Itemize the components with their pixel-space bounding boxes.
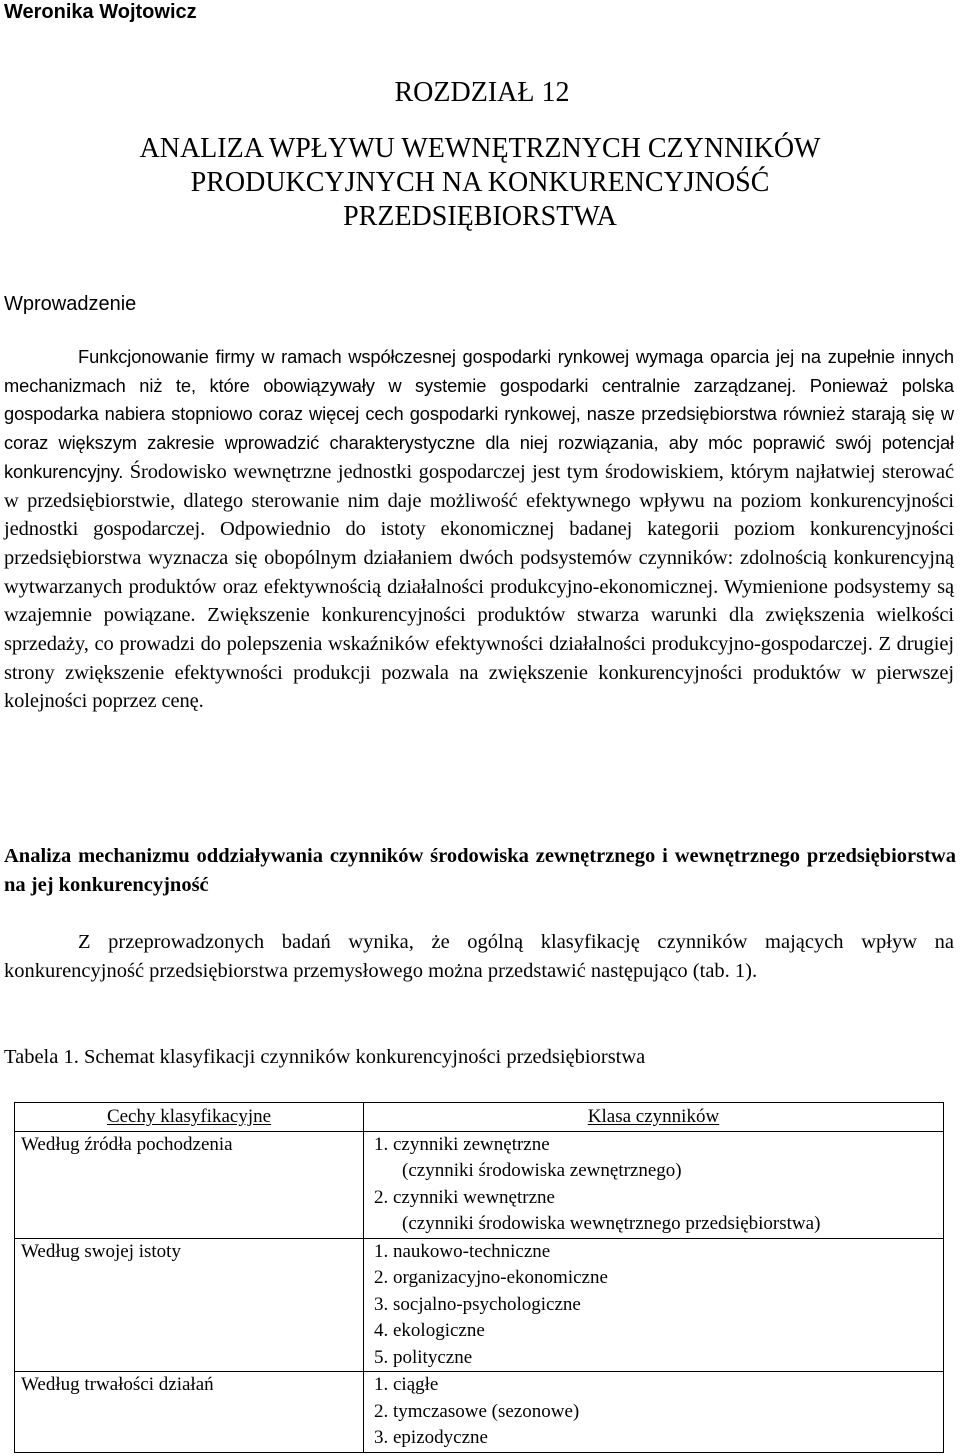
chapter-title <box>0 132 960 234</box>
class-item: 2. czynniki wewnętrzne <box>374 1186 555 1208</box>
table-cell-classes <box>364 1131 944 1238</box>
class-item: 1. naukowo-techniczne <box>374 1240 551 1262</box>
table-row <box>15 1131 944 1238</box>
chapter-number: ROZDZIAŁ 12 <box>394 77 570 108</box>
class-item-note: (czynniki środowiska zewnętrznego) <box>402 1160 682 1181</box>
class-item: 1. czynniki zewnętrzne <box>374 1133 550 1155</box>
class-item: 3. epizodyczne <box>374 1427 488 1448</box>
intro-paragraph-sans: Funkcjonowanie firmy w ramach współczesnej gospodarki rynkowej wymaga oparcia jej na zupełnie innych mechanizmach niż te, które obowiązywały w systemie gospodarki centralnie zarządzanej. Ponieważ polska gospodarka nabiera stopniowo coraz więcej cech gospodarki rynkowej, nasze przedsiębiorstwa również starają się w coraz większym zakresie wprowadzić charakterystyczne dla niej rozwiązania, aby móc poprawić swój potencjał konkurencyjny. <box>4 346 954 482</box>
intro-paragraph <box>4 343 954 716</box>
table-cell-feature: Według trwałości działań <box>15 1372 364 1453</box>
class-item: 3. socjalno-psychologiczne <box>374 1293 581 1315</box>
table-header-features <box>15 1103 364 1132</box>
table-cell-feature: Według źródła pochodzenia <box>15 1131 364 1238</box>
table-header-classes-label: Klasa czynników <box>587 1106 720 1127</box>
section-heading: Analiza mechanizmu oddziaływania czynników środowiska zewnętrznego i wewnętrznego przedsiębiorstwa na jej konkurencyjność <box>4 845 956 896</box>
table-caption: Tabela 1. Schemat klasyfikacji czynników konkurencyjności przedsiębiorstwa <box>4 1046 646 1068</box>
table-header-row <box>15 1103 944 1132</box>
chapter-title-line: PRZEDSIĘBIORSTWA <box>343 201 617 232</box>
table-cell-classes <box>364 1238 944 1372</box>
chapter-title-line: PRODUKCYJNYCH NA KONKURENCYJNOŚĆ <box>190 167 770 198</box>
class-item: 2. tymczasowe (sezonowe) <box>374 1400 580 1422</box>
section-paragraph <box>4 928 954 986</box>
table-cell-feature: Według swojej istoty <box>15 1238 364 1372</box>
classification-table <box>14 1102 944 1453</box>
table-header-classes <box>364 1103 944 1132</box>
class-item: 2. organizacyjno-ekonomiczne <box>374 1267 608 1288</box>
table-row <box>15 1238 944 1372</box>
table-row <box>15 1372 944 1453</box>
chapter-title-line: ANALIZA WPŁYWU WEWNĘTRZNYCH CZYNNIKÓW <box>139 133 821 164</box>
section-paragraph-text: Z przeprowadzonych badań wynika, że ogólną klasyfikację czynników mających wpływ na konkurencyjność przedsiębiorstwa przemysłowego można przedstawić następująco (tab. 1). <box>4 931 954 982</box>
author-name: Weronika Wojtowicz <box>4 1 197 23</box>
class-item: 4. ekologiczne <box>374 1320 485 1341</box>
class-item-note: (czynniki środowiska wewnętrznego przedsiębiorstwa) <box>402 1213 821 1234</box>
intro-paragraph-serif: Środowisko wewnętrzne jednostki gospodarczej jest tym środowiskiem, którym najłatwiej sterować w przedsiębiorstwie, dlatego sterowanie nim daje możliwość efektywnego wpływu na poziom konkurencyjności jednostki gospodarczej. Odpowiednio do istoty ekonomicznej badanej kategorii poziom konkurencyjności przedsiębiorstwa wyznacza się obopólnym działaniem dwóch podsystemów czynników: zdolnością konkurencyjną wytwarzanych produktów oraz efektywnością działalności produkcyjno-ekonomicznej. Wymienione podsystemy są wzajemnie powiązane. Zwiększenie konkurencyjności produktów stwarza warunki dla zwiększenia wielkości sprzedaży, co prowadzi do polepszenia wskaźników efektywności działalności produkcyjno-gospodarczej. Z drugiej strony zwiększenie efektywności produkcji pozwala na zwiększenie konkurencyjności produktów w pierwszej kolejności poprzez cenę. <box>4 460 954 713</box>
class-item: 5. polityczne <box>374 1346 473 1368</box>
table-cell-classes <box>364 1372 944 1453</box>
class-item: 1. ciągłe <box>374 1374 439 1395</box>
table-header-features-label: Cechy klasyfikacyjne <box>106 1106 272 1127</box>
intro-heading: Wprowadzenie <box>4 293 137 315</box>
